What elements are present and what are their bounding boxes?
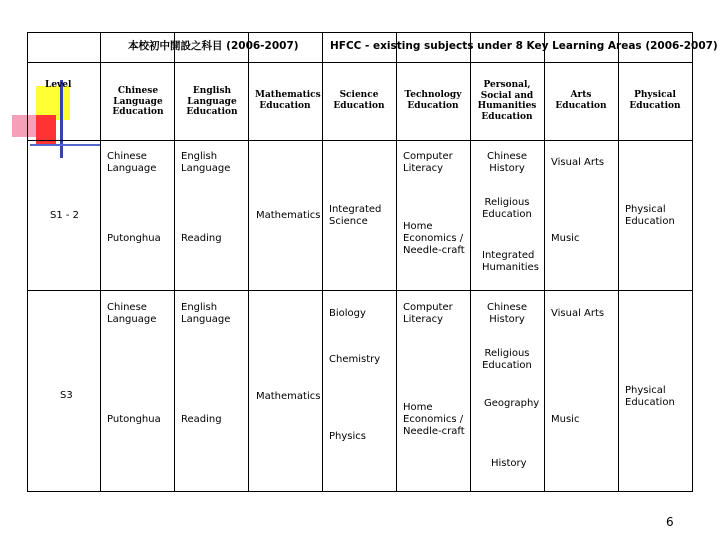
- s3-chinese-history: Chinese History: [487, 302, 527, 325]
- s3-visual-arts: Visual Arts: [551, 308, 605, 319]
- s3-putonghua: Putonghua: [107, 414, 161, 425]
- s12-religious-education: Religious Education: [482, 197, 532, 220]
- s12-physical-education: Physical Education: [625, 204, 675, 227]
- header-chinese: Chinese Language Education: [112, 86, 164, 117]
- s3-history: History: [491, 458, 527, 469]
- s12-english-language: English Language: [181, 151, 231, 174]
- header-technology: Technology Education: [404, 90, 462, 111]
- s12-computer-literacy: Computer Literacy: [403, 151, 453, 174]
- header-science: Science Education: [333, 90, 385, 111]
- s3-physics: Physics: [329, 431, 366, 442]
- deco-blue-line-v: [60, 80, 63, 158]
- s3-english-language: English Language: [181, 302, 231, 325]
- s3-mathematics: Mathematics: [256, 391, 321, 402]
- s12-putonghua: Putonghua: [107, 233, 161, 244]
- s12-reading: Reading: [181, 233, 222, 244]
- header-pshe: Personal, Social and Humanities Education: [477, 80, 537, 122]
- s12-chinese-history: Chinese History: [487, 151, 527, 174]
- s3-religious-education: Religious Education: [482, 348, 532, 371]
- s12-integrated-science: Integrated Science: [329, 204, 382, 227]
- deco-blue-line-h: [30, 144, 100, 146]
- header-pe: Physical Education: [629, 90, 681, 111]
- header-maths: Mathematics Education: [255, 90, 321, 111]
- deco-pink-block: [12, 115, 36, 137]
- s12-music: Music: [551, 233, 580, 244]
- s3-home-economics: Home Economics / Needle-craft: [403, 402, 465, 437]
- header-arts: Arts Education: [555, 90, 607, 111]
- level-s3: S3: [60, 390, 73, 401]
- s3-music: Music: [551, 414, 580, 425]
- level-header: Level: [45, 80, 72, 90]
- s12-chinese-language: Chinese Language: [107, 151, 157, 174]
- title-english: HFCC - existing subjects under 8 Key Learning Areas (2006-2007): [330, 40, 718, 52]
- s12-integrated-humanities: Integrated Humanities: [482, 250, 539, 273]
- s3-reading: Reading: [181, 414, 222, 425]
- page-number: 6: [666, 515, 674, 529]
- level-s12: S1 - 2: [50, 210, 80, 221]
- title-chinese: 本校初中開設之科目 (2006-2007): [128, 40, 299, 52]
- s12-visual-arts: Visual Arts: [551, 157, 605, 168]
- s3-biology: Biology: [329, 308, 366, 319]
- s3-geography: Geography: [484, 398, 540, 409]
- s3-computer-literacy: Computer Literacy: [403, 302, 453, 325]
- s12-home-economics: Home Economics / Needle-craft: [403, 221, 465, 256]
- s3-chemistry: Chemistry: [329, 354, 381, 365]
- s3-physical-education: Physical Education: [625, 385, 675, 408]
- s3-chinese-language: Chinese Language: [107, 302, 157, 325]
- s12-mathematics: Mathematics: [256, 210, 321, 221]
- header-english: English Language Education: [186, 86, 238, 117]
